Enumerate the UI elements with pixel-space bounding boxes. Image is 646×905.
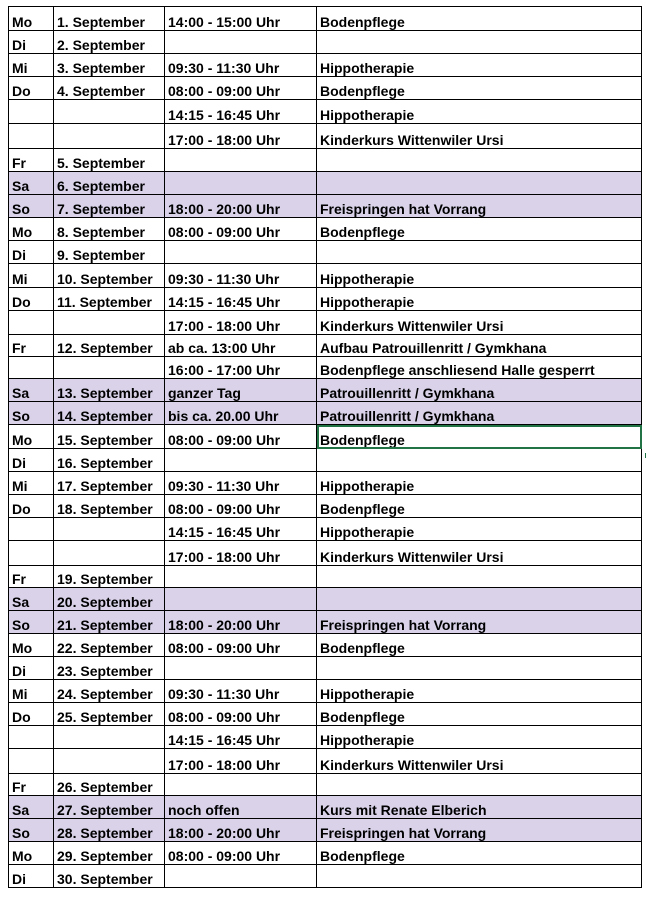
date-cell[interactable] <box>54 518 165 541</box>
table-row <box>9 495 642 518</box>
day-cell[interactable]: Mi <box>9 680 54 703</box>
day-cell[interactable] <box>9 311 54 335</box>
date-cell[interactable]: 5. September <box>54 149 165 172</box>
time-cell[interactable]: 08:00 - 09:00 Uhr <box>165 495 317 518</box>
event-cell[interactable]: Bodenpflege <box>317 7 642 31</box>
time-cell[interactable]: 18:00 - 20:00 Uhr <box>165 819 317 842</box>
event-cell[interactable]: Freispringen hat Vorrang <box>317 819 642 842</box>
time-cell[interactable]: 18:00 - 20:00 Uhr <box>165 611 317 634</box>
time-cell[interactable]: 08:00 - 09:00 Uhr <box>165 218 317 241</box>
day-cell[interactable]: Do <box>9 703 54 726</box>
date-cell[interactable]: 30. September <box>54 865 165 888</box>
date-cell[interactable]: 1. September <box>54 7 165 31</box>
table-row <box>9 379 642 402</box>
day-cell[interactable]: Di <box>9 31 54 54</box>
time-cell[interactable]: 08:00 - 09:00 Uhr <box>165 77 317 100</box>
time-cell[interactable]: 14:15 - 16:45 Uhr <box>165 726 317 749</box>
event-cell[interactable]: Kinderkurs Wittenwiler Ursi <box>317 124 642 149</box>
schedule-sheet <box>8 6 641 897</box>
table-row <box>9 749 642 774</box>
event-cell[interactable]: Freispringen hat Vorrang <box>317 611 642 634</box>
table-row <box>9 865 642 888</box>
time-cell[interactable]: ganzer Tag <box>165 379 317 402</box>
event-cell[interactable]: Bodenpflege <box>317 425 642 449</box>
date-cell[interactable]: 20. September <box>54 588 165 611</box>
table-row <box>9 54 642 77</box>
time-cell[interactable]: 17:00 - 18:00 Uhr <box>165 124 317 149</box>
day-cell[interactable]: Di <box>9 449 54 472</box>
time-cell[interactable]: 08:00 - 09:00 Uhr <box>165 703 317 726</box>
day-cell[interactable]: Fr <box>9 566 54 588</box>
day-cell[interactable]: So <box>9 402 54 425</box>
day-cell[interactable]: Mi <box>9 264 54 288</box>
table-row <box>9 566 642 588</box>
date-cell[interactable]: 28. September <box>54 819 165 842</box>
table-row <box>9 518 642 541</box>
table-row <box>9 634 642 657</box>
table-row <box>9 172 642 195</box>
table-row <box>9 31 642 54</box>
event-cell[interactable]: Hippotherapie <box>317 100 642 124</box>
day-cell[interactable]: Do <box>9 495 54 518</box>
date-cell[interactable] <box>54 749 165 774</box>
event-cell[interactable]: Bodenpflege <box>317 495 642 518</box>
day-cell[interactable]: Sa <box>9 588 54 611</box>
day-cell[interactable]: Mo <box>9 7 54 31</box>
event-cell[interactable]: Bodenpflege <box>317 218 642 241</box>
table-row <box>9 796 642 819</box>
table-row <box>9 149 642 172</box>
event-cell[interactable] <box>317 149 642 172</box>
event-cell[interactable] <box>317 588 642 611</box>
time-cell[interactable]: 08:00 - 09:00 Uhr <box>165 425 317 449</box>
time-cell[interactable]: 09:30 - 11:30 Uhr <box>165 54 317 77</box>
event-cell[interactable]: Kinderkurs Wittenwiler Ursi <box>317 749 642 774</box>
day-cell[interactable]: Mi <box>9 472 54 495</box>
time-cell[interactable]: 08:00 - 09:00 Uhr <box>165 842 317 865</box>
event-cell[interactable]: Kinderkurs Wittenwiler Ursi <box>317 311 642 335</box>
event-cell[interactable]: Bodenpflege anschliesend Halle gesperrt <box>317 357 642 379</box>
day-cell[interactable]: Mo <box>9 425 54 449</box>
table-row <box>9 611 642 634</box>
day-cell[interactable]: Di <box>9 865 54 888</box>
day-cell[interactable]: Fr <box>9 149 54 172</box>
time-cell[interactable]: 09:30 - 11:30 Uhr <box>165 472 317 495</box>
date-cell[interactable]: 13. September <box>54 379 165 402</box>
day-cell[interactable]: Di <box>9 241 54 264</box>
time-cell[interactable]: 09:30 - 11:30 Uhr <box>165 264 317 288</box>
table-row <box>9 241 642 264</box>
day-cell[interactable]: Mo <box>9 218 54 241</box>
event-cell[interactable]: Bodenpflege <box>317 703 642 726</box>
day-cell[interactable]: Mi <box>9 54 54 77</box>
event-cell[interactable]: Bodenpflege <box>317 842 642 865</box>
date-cell[interactable]: 17. September <box>54 472 165 495</box>
date-cell[interactable]: 2. September <box>54 31 165 54</box>
day-cell[interactable] <box>9 100 54 124</box>
event-cell[interactable] <box>317 657 642 680</box>
event-cell[interactable]: Hippotherapie <box>317 726 642 749</box>
table-row <box>9 100 642 124</box>
table-row <box>9 124 642 149</box>
date-cell[interactable] <box>54 100 165 124</box>
event-cell[interactable]: Hippotherapie <box>317 518 642 541</box>
date-cell[interactable]: 15. September <box>54 425 165 449</box>
time-cell[interactable] <box>165 31 317 54</box>
date-cell[interactable]: 25. September <box>54 703 165 726</box>
event-cell[interactable] <box>317 172 642 195</box>
date-cell[interactable] <box>54 541 165 566</box>
day-cell[interactable]: Sa <box>9 172 54 195</box>
table-row <box>9 264 642 288</box>
event-cell[interactable]: Aufbau Patrouillenritt / Gymkhana <box>317 335 642 357</box>
day-cell[interactable] <box>9 541 54 566</box>
time-cell[interactable] <box>165 172 317 195</box>
table-row <box>9 335 642 357</box>
date-cell[interactable]: 16. September <box>54 449 165 472</box>
day-cell[interactable]: Do <box>9 77 54 100</box>
date-cell[interactable]: 14. September <box>54 402 165 425</box>
event-cell[interactable] <box>317 31 642 54</box>
date-cell[interactable]: 8. September <box>54 218 165 241</box>
event-cell[interactable]: Bodenpflege <box>317 77 642 100</box>
time-cell[interactable]: ab ca. 13:00 Uhr <box>165 335 317 357</box>
table-row <box>9 425 642 449</box>
date-cell[interactable]: 4. September <box>54 77 165 100</box>
time-cell[interactable] <box>165 241 317 264</box>
time-cell[interactable] <box>165 449 317 472</box>
time-cell[interactable]: 17:00 - 18:00 Uhr <box>165 311 317 335</box>
date-cell[interactable]: 29. September <box>54 842 165 865</box>
day-cell[interactable]: Fr <box>9 774 54 796</box>
date-cell[interactable] <box>54 726 165 749</box>
table-row <box>9 703 642 726</box>
date-cell[interactable]: 7. September <box>54 195 165 218</box>
time-cell[interactable]: 14:15 - 16:45 Uhr <box>165 518 317 541</box>
time-cell[interactable]: 18:00 - 20:00 Uhr <box>165 195 317 218</box>
time-cell[interactable]: noch offen <box>165 796 317 819</box>
day-cell[interactable]: Fr <box>9 335 54 357</box>
event-cell[interactable]: Freispringen hat Vorrang <box>317 195 642 218</box>
date-cell[interactable] <box>54 357 165 379</box>
table-row <box>9 588 642 611</box>
table-row <box>9 402 642 425</box>
date-cell[interactable]: 26. September <box>54 774 165 796</box>
time-cell[interactable] <box>165 774 317 796</box>
date-cell[interactable]: 18. September <box>54 495 165 518</box>
date-cell[interactable]: 22. September <box>54 634 165 657</box>
time-cell[interactable] <box>165 566 317 588</box>
table-row <box>9 357 642 379</box>
table-row <box>9 726 642 749</box>
table-row <box>9 842 642 865</box>
event-cell[interactable] <box>317 241 642 264</box>
event-cell[interactable]: Hippotherapie <box>317 264 642 288</box>
event-cell[interactable]: Kurs mit Renate Elberich <box>317 796 642 819</box>
date-cell[interactable]: 6. September <box>54 172 165 195</box>
time-cell[interactable]: 14:15 - 16:45 Uhr <box>165 288 317 311</box>
date-cell[interactable]: 12. September <box>54 335 165 357</box>
event-cell[interactable]: Hippotherapie <box>317 680 642 703</box>
time-cell[interactable]: 14:00 - 15:00 Uhr <box>165 7 317 31</box>
table-row <box>9 218 642 241</box>
time-cell[interactable] <box>165 588 317 611</box>
date-cell[interactable] <box>54 124 165 149</box>
date-cell[interactable]: 24. September <box>54 680 165 703</box>
date-cell[interactable]: 19. September <box>54 566 165 588</box>
day-cell[interactable]: Do <box>9 288 54 311</box>
event-cell[interactable]: Bodenpflege <box>317 634 642 657</box>
table-row <box>9 819 642 842</box>
time-cell[interactable]: 14:15 - 16:45 Uhr <box>165 100 317 124</box>
date-cell[interactable]: 10. September <box>54 264 165 288</box>
event-cell[interactable] <box>317 865 642 888</box>
table-row <box>9 541 642 566</box>
event-cell[interactable]: Hippotherapie <box>317 288 642 311</box>
table-row <box>9 680 642 703</box>
time-cell[interactable]: bis ca. 20.00 Uhr <box>165 402 317 425</box>
day-cell[interactable]: Mo <box>9 842 54 865</box>
day-cell[interactable] <box>9 518 54 541</box>
day-cell[interactable]: Di <box>9 657 54 680</box>
table-row <box>9 195 642 218</box>
event-cell[interactable] <box>317 566 642 588</box>
time-cell[interactable]: 09:30 - 11:30 Uhr <box>165 680 317 703</box>
day-cell[interactable] <box>9 124 54 149</box>
event-cell[interactable]: Hippotherapie <box>317 472 642 495</box>
event-cell[interactable]: Hippotherapie <box>317 54 642 77</box>
date-cell[interactable]: 9. September <box>54 241 165 264</box>
table-row <box>9 7 642 31</box>
event-cell[interactable] <box>317 774 642 796</box>
table-row <box>9 288 642 311</box>
time-cell[interactable] <box>165 149 317 172</box>
date-cell[interactable]: 27. September <box>54 796 165 819</box>
time-cell[interactable] <box>165 657 317 680</box>
table-row <box>9 657 642 680</box>
day-cell[interactable]: Sa <box>9 796 54 819</box>
table-row <box>9 449 642 472</box>
table-row <box>9 311 642 335</box>
date-cell[interactable]: 11. September <box>54 288 165 311</box>
table-row <box>9 774 642 796</box>
time-cell[interactable]: 08:00 - 09:00 Uhr <box>165 634 317 657</box>
time-cell[interactable]: 17:00 - 18:00 Uhr <box>165 541 317 566</box>
event-cell[interactable] <box>317 449 642 472</box>
day-cell[interactable] <box>9 357 54 379</box>
day-cell[interactable] <box>9 749 54 774</box>
event-cell[interactable]: Patrouillenritt / Gymkhana <box>317 379 642 402</box>
day-cell[interactable] <box>9 726 54 749</box>
time-cell[interactable]: 17:00 - 18:00 Uhr <box>165 749 317 774</box>
day-cell[interactable]: Sa <box>9 379 54 402</box>
schedule-body <box>9 7 642 888</box>
table-row <box>9 77 642 100</box>
event-cell[interactable]: Patrouillenritt / Gymkhana <box>317 402 642 425</box>
schedule-table <box>8 6 642 888</box>
day-cell[interactable]: So <box>9 611 54 634</box>
date-cell[interactable]: 3. September <box>54 54 165 77</box>
day-cell[interactable]: So <box>9 819 54 842</box>
date-cell[interactable]: 21. September <box>54 611 165 634</box>
day-cell[interactable]: So <box>9 195 54 218</box>
event-cell[interactable]: Kinderkurs Wittenwiler Ursi <box>317 541 642 566</box>
time-cell[interactable]: 16:00 - 17:00 Uhr <box>165 357 317 379</box>
date-cell[interactable]: 23. September <box>54 657 165 680</box>
date-cell[interactable] <box>54 311 165 335</box>
time-cell[interactable] <box>165 865 317 888</box>
day-cell[interactable]: Mo <box>9 634 54 657</box>
table-row <box>9 472 642 495</box>
